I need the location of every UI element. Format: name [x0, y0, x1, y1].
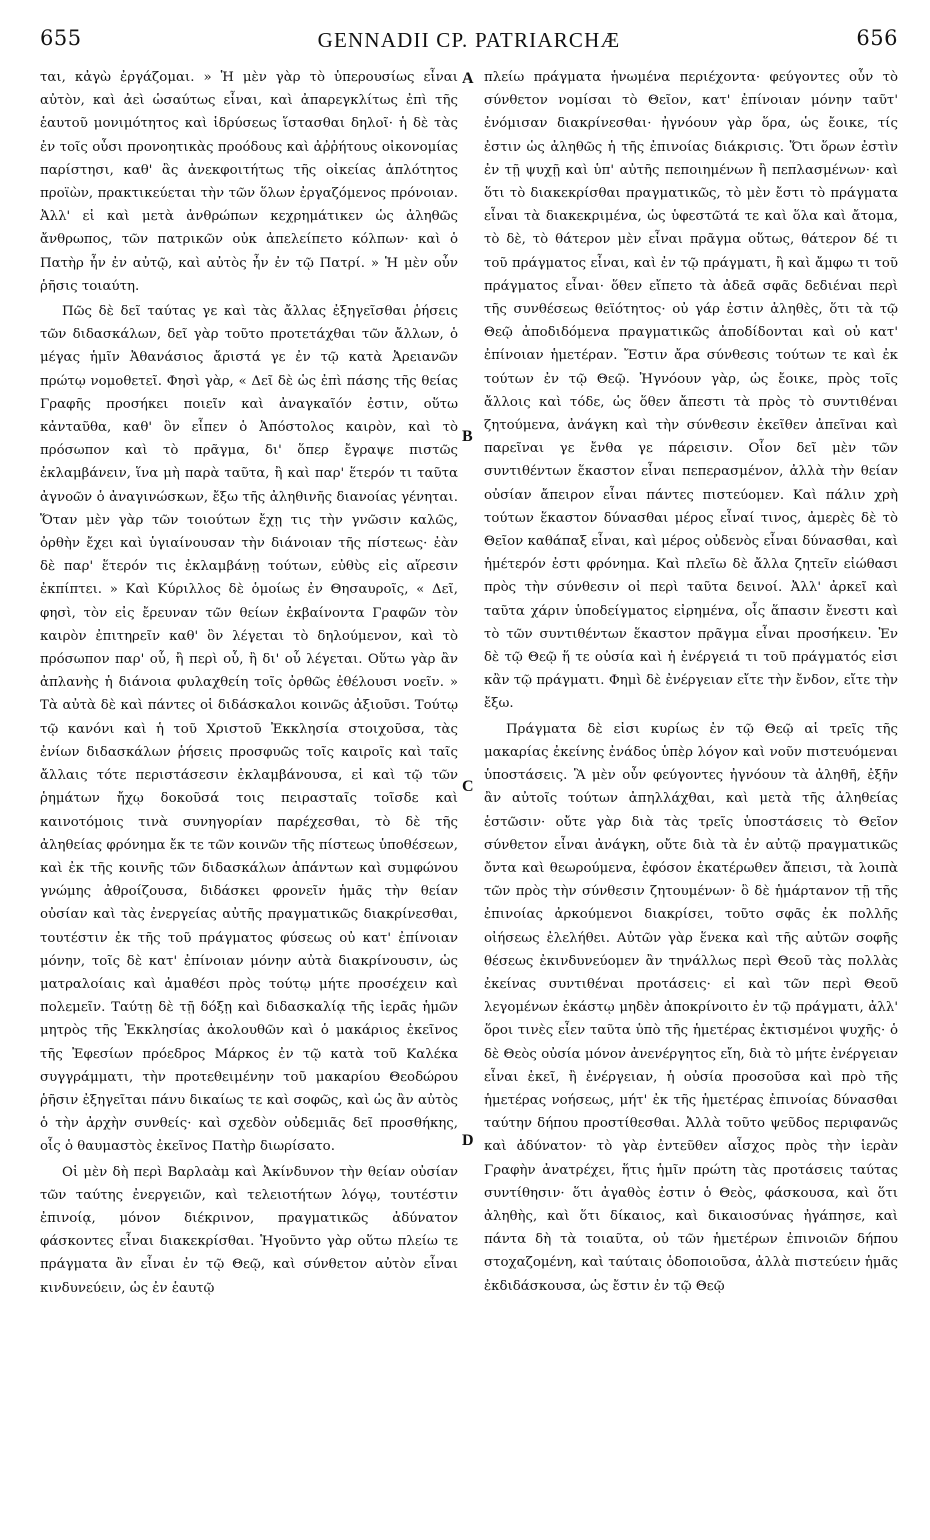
left-paragraph-2: Πῶς δὲ δεῖ ταύτας γε καὶ τὰς ἄλλας ἐξηγεῖσθαι ῥήσεις τῶν διδασκάλων, δεῖ γὰρ τοῦτο προτετάχθαι τῶν ἄλλων, ὁ μέγας ἡμῖν Ἀθανάσιος ἄριστά γε ἐν τῷ κατὰ Ἀρειανῶν πρώτῳ νομοθετεῖ. Φησὶ γὰρ, « Δεῖ δὲ ὡς ἐπὶ πάσης τῆς θείας Γραφῆς προσήκει ποιεῖν καὶ ἀναγκαῖόν ἐστιν, οὕτω κἀνταῦθα, καθ' ὃν εἶπεν ὁ Ἀπόστολος καιρὸν, καὶ τὸ πρόσωπον καὶ τὸ πρᾶγμα, δι' ὅπερ ἔγραψε πιστῶς ἐκλαμβάνειν, ἵνα μὴ παρὰ ταῦτα, ἢ καὶ παρ' ἕτερόν τι ταῦτα ἀγνοῶν ὁ ἀναγινώσκων, ἔξω τῆς ἀληθινῆς διανοίας γένηται. Ὅταν μὲν γὰρ τῶν τοιούτων ἔχῃ τις τὴν γνῶσιν καλῶς, ὀρθὴν ἔχει καὶ ὑγιαίνουσαν τὴν διάνοιαν τῆς πίστεως· ἐὰν δὲ παρ' ἕτερόν τις ἐκλαμβάνῃ τούτων, εὐθὺς εἰς αἵρεσιν ἐκπίπτει. » Καὶ Κύριλλος δὲ ὁμοίως ἐν Θησαυροῖς, « Δεῖ, φησὶ, τὸν εἰς ἔρευναν τῶν θείων ἐκβαίνοντα Γραφῶν τὸν καιρὸν ἐπιτηρεῖν καθ' ὃν λέγεται τὸ δηλούμενον, καὶ τὸ πρόσωπον παρ' οὗ, ἢ περὶ οὗ, ἢ δι' οὗ λέγεται. Οὕτω γὰρ ἂν ἀπλανὴς ἡ διάνοια φυλαχθείη τοῖς ὀρθῶς ἐθέλουσι νοεῖν. » Τὰ αὐτὰ δὲ καὶ πάντες οἱ διδάσκαλοι κοινῶς ἀξιοῦσι. Τούτῳ τῷ κανόνι καὶ ἡ τοῦ Χριστοῦ Ἐκκλησία στοιχοῦσα, τὰς ἐνίων διδασκάλων ῥήσεις προσφυῶς τοῖς καιροῖς καὶ ταῖς ἄλλαις τότε περιστάσεσιν ἐκλαμβάνουσα, εἰ καὶ τῷ τῶν ῥημάτων ἤχῳ δοκοῦσά τοις πειρασταῖς τοῖσδε καὶ καινοτόμοις τινὰ συνηγορίαν παρέχεσθαι, τὸ δὲ τῆς ἀληθείας φρόνημα ἔκ τε τῶν κοινῶν τῆς πίστεως ὑποθέσεων, καὶ ἐκ τῆς κοινῆς τῶν διδασκάλων ἁπάντων καὶ συμφώνου γνώμης ἀθροίζουσα, διδάσκει φρονεῖν ἡμᾶς τὴν θείαν οὐσίαν καὶ τὰς ἐνεργείας αὐτῆς πραγματικῶς διακρίνεσθαι, τουτέστιν ἐκ τῆς τοῦ πράγματος φύσεως οὐ κατ' ἐπίνοιαν μόνην, τοῖς δὲ κατ' ἐπίνοιαν μόνην αὐτὰ διακρίνουσιν, ὡς ματραλοίαις καὶ ἀμαθέσι πρὸς τούτῳ μήτε προσέχειν καὶ πολεμεῖν. Ταύτῃ δὲ τῇ δόξῃ καὶ διδασκαλίᾳ τῆς ἱερᾶς ἡμῶν μητρὸς τῆς Ἐκκλησίας ἀκολουθῶν καὶ ὁ μακάριος ἐκεῖνος τῆς Ἐφεσίων πρόεδρος Μάρκος ἐν τῷ κατὰ τοῦ Καλέκα συγγράμματι, τὴν προτεθειμένην τοῦ μακαρίου Θεοδώρου ῥῆσιν ἐξηγεῖται πάνυ δικαίως τε καὶ σοφῶς, καὶ ὡς ἂν αὐτὸς ὁ τὴν ἀρχὴν συνθείς· καὶ σχεδὸν οὐδεμιᾶς δεῖ προσθήκης, οἷς ὁ θαυμαστὸς ἐκεῖνος Πατὴρ διωρίσατο.: [40, 304, 458, 1155]
margin-marker-c: C: [462, 778, 474, 795]
margin-marker-a: A: [462, 70, 474, 87]
right-paragraph-2: Πράγματα δὲ εἰσι κυρίως ἐν τῷ Θεῷ αἱ τρεῖς τῆς μακαρίας ἐκείνης ἐνάδος ὑπὲρ λόγον καὶ νοῦν πιστευόμεναι ὑποστάσεις. Ἃ μὲν οὖν φεύγοντες ἠγνόουν τὰ ἀληθῆ, ἐξῆν ἂν αὐτοῖς τούτων ἀπηλλάχθαι, καὶ μετὰ τῆς ἀληθείας ἑστῶσιν· οὔτε γὰρ διὰ τὰς τρεῖς ὑποστάσεις τὸ Θεῖον σύνθετον εἶναι ἀνάγκη, οὔτε διὰ τὰ ἐν αὐτῷ πραγματικῶς ὄντα καὶ θεωρούμενα, ἐφόσον ἑκατέρωθεν ἄπεισι, τὰ λοιπὰ τῶν πρὸς τὴν σύνθεσιν ζητουμένων· ὃ δὲ ἡμάρτανον τῇ τῆς ἐπινοίας ἀρκούμενοι διακρίσει, τοῦτο σφᾶς ἐκ πολλῆς οἰήσεως ἐλελήθει. Αὐτῶν γὰρ ἕνεκα καὶ τῆς αὐτῶν σοφῆς θέσεως ἐκινδυνεύομεν ἂν τηνάλλως περὶ Θεοῦ τὰς πολλὰς ἐκείνας συντιθέναι προτάσεις· εἰ καὶ τῶν περὶ Θεοῦ λεγομένων ἑκάστῳ μηδὲν ἀποκρίνοιτο ἐν τῷ πράγματι, ἀλλ' ὅροι τινὲς εἶεν ταῦτα ὑπὸ τῆς ἡμετέρας ἐκτισμένοι ψυχῆς· ὁ δὲ Θεὸς οὐσία μόνον ἀνενέργητος εἴη, διὰ τὸ μήτε ἐνέργειαν εἶναι ἐκεῖ, ἢ ἐνέργειαν, ἡ οὐσία προσοῦσα καὶ πρὸ τῆς ἡμετέρας νοήσεως, μήτ' ἐκ τῆς ἡμετέρας ἐπινοίας δύνασθαι ταύτην δήπου προστίθεσθαι. Ἀλλὰ τοῦτο ψεῦδος περιφανῶς καὶ ἀδύνατον· τὸ γὰρ ἐντεῦθεν αἶσχος πρὸς τὴν ἱερὰν Γραφὴν ἀνατρέχει, ἥτις ἡμῖν πρώτη τὰς προτάσεις ταύτας συντίθησιν· ὅτι ἀγαθὸς ἐστιν ὁ Θεὸς, φάσκουσα, καὶ ὅτι ἀληθὴς, καὶ ὅτι δίκαιος, καὶ δικαιοσύνας ἠγάπησε, καὶ πάντα δὴ τὰ τοιαῦτα, οὐ τῶν ἡμετέρων ἐπινοιῶν δήπου στοχαζομένη, καὶ ταύταις ὁδοποιοῦσα, ἀλλὰ πιστεύειν ἡμᾶς ἐκδιδάσκουσα, ὡς ἔστιν ἐν τῷ Θεῷ: [484, 721, 898, 1294]
right-column: [484, 66, 898, 1298]
margin-marker-d: D: [462, 1132, 474, 1149]
page-number-left: 655: [40, 26, 82, 50]
right-paragraph-1: πλείω πράγματα ἡνωμένα περιέχοντα· φεύγοντες οὖν τὸ σύνθετον νομίσαι τὸ Θεῖον, κατ' ἐπίνοιαν μόνην ταῦτ' ἐνόμισαν διακρίνεσθαι· ἠγνόουν γὰρ ὅρα, ὡς ἔοικε, τίς ἐστιν ὡς ἀληθῶς ἡ τῆς ἐπινοίας διάκρισις. Ὅτι ὅρων ἐστὶν ἐν τῇ ψυχῇ καὶ ὑπ' αὐτῆς πεποιημένων ἢ πεπλασμένων· καὶ ὅτι τὸ διακεκρίσθαι πραγματικῶς, τὸ μὲν ἔστι τὸ πράγματα εἶναι τὰ διακεκριμένα, ὡς ὑφεστῶτά τε καὶ ὅλα καὶ ἄτομα, τὸ δὲ, τὸ θάτερον μὲν εἶναι πρᾶγμα οὕτως, θάτερον δέ τι τοῦ πράγματος εἶναι, καὶ ἐν τῷ πράγματι, ἢ καὶ ἄμφω τι τοῦ πράγματος εἶναι· ὅθεν εἴπετο τὰ ἀδεᾶ σφᾶς δεδιέναι περὶ τῆς συνθέσεως θεϊότητος· οὐ γάρ ἐστιν ἀληθὲς, ὅτι τὰ τῷ Θεῷ ἀποδιδόμενα πραγματικῶς ἀποδίδονται καὶ οὐ κατ' ἐπίνοιαν ἡμετέραν. Ἔστιν ἄρα σύνθεσις τούτων τε καὶ ἐκ τούτων ἐν τῷ Θεῷ. Ἠγνόουν γὰρ, ὡς ἔοικε, πρὸς τοῖς ἄλλοις καὶ τόδε, ὡς ὅθεν ἄπεστι τὰ πρὸς τὸ συντιθέναι ζητούμενα, ἀνάγκη καὶ τὴν σύνθεσιν ἐκεῖθεν ἀπεῖναι καὶ παρεῖναι γε ἔνθα γε πάρεισιν. Οἷον δεῖ μὲν τῶν συντιθέντων ἕκαστον εἶναι πεπερασμένον, ἀλλὰ τὴν θείαν οὐσίαν ἄπειρον εἶναι πάντες πιστεύομεν. Καὶ πάλιν χρὴ τούτων ἕκαστον δύνασθαι μέρος εἶναί τινος, ἀμερὲς δὲ τὸ Θεῖον καθάπαξ εἶναι, καὶ μέρος οὐδενὸς εἶναι δύνασθαι, καὶ ἡμέτερόν ἐστι φρόνημα. Καὶ πλεῖω δὲ ἄλλα ζητεῖν εἰώθασι πρὸς τὴν σύνθεσιν οἱ περὶ ταῦτα δεινοί. Ἀλλ' ἀρκεῖ καὶ ταῦτα χάριν ὑποδείγματος εἰρημένα, οἷς ἅπασιν ἔνεστι καὶ τὸ τῶν συντιθέντων ἕκαστον πρᾶγμα εἶναι προσήκειν. Ἐν δὲ τῷ Θεῷ ἥ τε οὐσία καὶ ἡ ἐνέργειά τι τοῦ πράγματός εἰσι κἂν τῷ πράγματι. Φημὶ δὲ ἐνέργειαν εἴτε τὴν ἔνδον, εἴτε τὴν ἔξω.: [484, 70, 898, 712]
page-number-right: 656: [856, 26, 898, 50]
running-header: [40, 26, 898, 56]
margin-marker-b: B: [462, 428, 473, 445]
left-paragraph-3: Οἱ μὲν δὴ περὶ Βαρλαὰμ καὶ Ἀκίνδυνον τὴν θείαν οὐσίαν τῶν ταύτης ἐνεργειῶν, καὶ τελειοτήτων λόγῳ, τουτέστιν ἐπινοίᾳ, μόνον διέκρινον, πραγματικῶς ἀδύνατον φάσκοντες εἶναι διακεκρίσθαι. Ἡγοῦντο γὰρ οὕτω πλείω τε πράγματα ἂν εἶναι ἐν τῷ Θεῷ, καὶ σύνθετον αὐτὸν εἶναι κινδυνεύειν, ὡς ἐν ἑαυτῷ: [40, 1164, 458, 1296]
running-title: GENNADII CP. PATRIARCHÆ: [317, 28, 621, 52]
left-paragraph-1: ται, κἀγὼ ἐργάζομαι. » Ἡ μὲν γὰρ τὸ ὑπερουσίως εἶναι αὐτὸν, καὶ ἀεὶ ὡσαύτως εἶναι, καὶ ἀπαρεγκλίτως ἐπὶ τῆς ἑαυτοῦ μονιμότητος καὶ ἱδρύσεως ἵστασθαι δηλοῖ· ἡ δὲ τὰς ἐν τοῖς οὖσι προνοητικὰς προόδους καὶ ἀῤῥήτους οἰκονομίας παρίστησι, καθ' ἃς ἀνεκφοιτήτως τῆς οἰκείας ἁπλότητος προϊὼν, πρακτικεύεται τὴν τῶν ὅλων ἐργαζόμενος πρόνοιαν. Ἀλλ' εἰ καὶ μετὰ ἀνθρώπων κεχρημάτικεν ὡς ἀληθῶς ἄνθρωπος, τῶν πατρικῶν οὐκ ἀπελείπετο κόλπων· καὶ ὁ Πατὴρ ἦν ἐν αὐτῷ, καὶ αὐτὸς ἦν ἐν τῷ Πατρί. » Ἡ μὲν οὖν ῥῆσις τοιαύτη.: [40, 70, 458, 294]
left-column: [40, 66, 458, 1300]
